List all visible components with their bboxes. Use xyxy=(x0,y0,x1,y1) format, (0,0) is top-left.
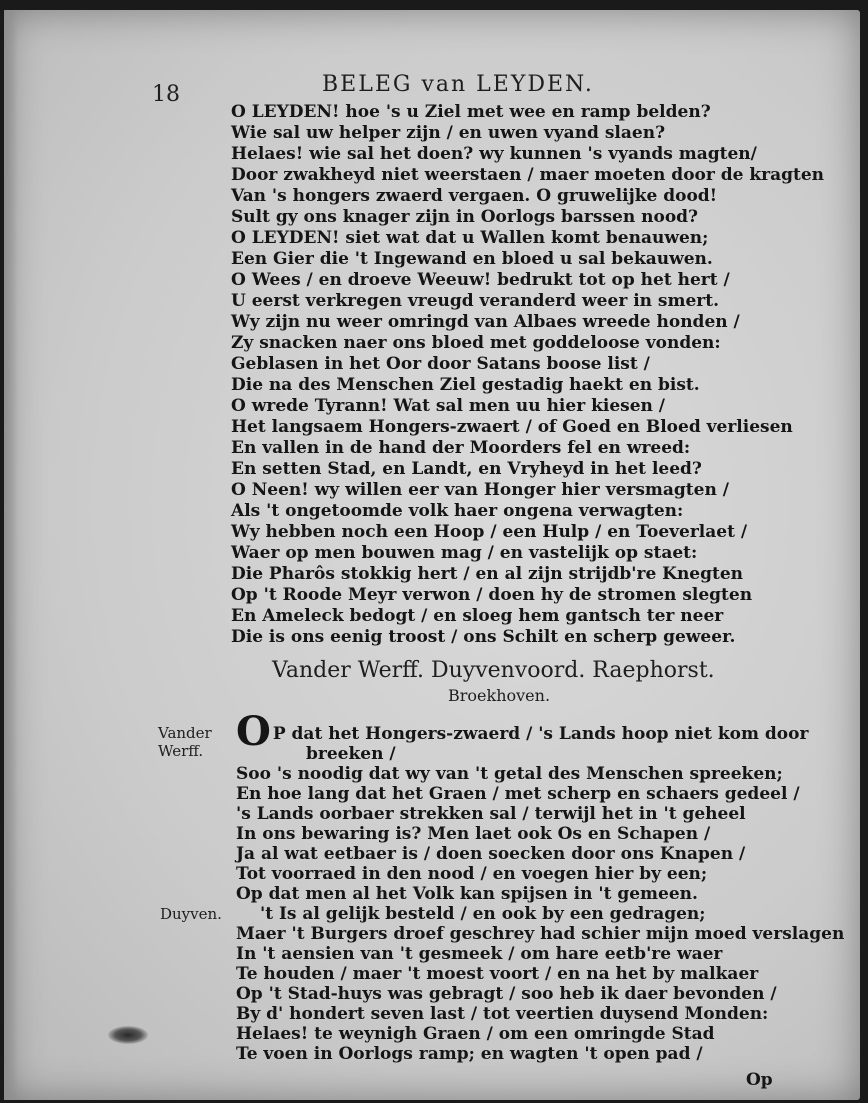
running-title: BELEG van LEYDEN. xyxy=(322,72,594,97)
verse-line: En vallen in de hand der Moorders fel en wreed: xyxy=(231,438,691,458)
speakers-subheading: Broekhoven. xyxy=(448,686,551,705)
dialogue-line: Te voen in Oorlogs ramp; en wagten 't open pad / xyxy=(236,1044,703,1064)
verse-line: Van 's hongers zwaerd vergaen. O gruwelijke dood! xyxy=(231,186,718,206)
dialogue-line: Tot voorraed in den nood / en voegen hier by een; xyxy=(236,864,708,884)
dialogue-line: By d' hondert seven last / tot veertien duysend Monden: xyxy=(236,1004,769,1024)
verse-line: Die is ons eenig troost / ons Schilt en scherp geweer. xyxy=(231,627,736,647)
verse-line: Op 't Roode Meyr verwon / doen hy de stromen slegten xyxy=(231,585,753,605)
dialogue-line: 's Lands oorbaer strekken sal / terwijl het in 't geheel xyxy=(236,804,746,824)
verse-line: Wie sal uw helper zijn / en uwen vyand slaen? xyxy=(231,123,666,143)
dialogue-line: Op dat men al het Volk kan spijsen in 't gemeen. xyxy=(236,884,698,904)
dialogue-line: Maer 't Burgers droef geschrey had schier mijn moed verslagen xyxy=(236,924,845,944)
verse-line: Die na des Menschen Ziel gestadig haekt en bist. xyxy=(231,375,700,395)
verse-line: O Neen! wy willen eer van Honger hier versmagten / xyxy=(231,480,729,500)
verse-line: Sult gy ons knager zijn in Oorlogs barssen nood? xyxy=(231,207,699,227)
dialogue-block xyxy=(236,708,845,1064)
speaker-label-duyven: Duyven. xyxy=(160,905,222,923)
speakers-heading: Vander Werff. Duyvenvoord. Raephorst. xyxy=(272,658,715,683)
verse-line: Wy zijn nu weer omringd van Albaes wreede honden / xyxy=(231,312,740,332)
verse-line: Als 't ongetoomde volk haer ongena verwagten: xyxy=(231,501,684,521)
ink-smudge xyxy=(108,1026,148,1044)
dialogue-line: Ja al wat eetbaer is / doen soecken door ons Knapen / xyxy=(236,844,746,864)
verse-line: Het langsaem Hongers-zwaert / of Goed en Bloed verliesen xyxy=(231,417,793,437)
page-number: 18 xyxy=(152,82,180,107)
verse-block xyxy=(231,102,824,648)
dialogue-line: Te houden / maer 't moest voort / en na het by malkaer xyxy=(236,964,759,984)
catchword: Op xyxy=(746,1070,773,1090)
dialogue-line: Soo 's noodig dat wy van 't getal des Menschen spreeken; xyxy=(236,764,783,784)
drop-cap: O xyxy=(236,708,271,755)
page-fold-shadow xyxy=(4,10,18,1100)
dialogue-line-text: P dat het Hongers-zwaerd / 's Lands hoop niet kom door xyxy=(272,724,809,744)
verse-line: En setten Stad, en Landt, en Vryheyd in het leed? xyxy=(231,459,702,479)
dialogue-line: Helaes! te weynigh Graen / om een omringde Stad xyxy=(236,1024,715,1044)
verse-line: Wy hebben noch een Hoop / een Hulp / en Toeverlaet / xyxy=(231,522,748,542)
verse-line: En Ameleck bedogt / en sloeg hem gantsch ter neer xyxy=(231,606,724,626)
speaker-label-vander-werff: Vander Werff. xyxy=(158,724,212,760)
dialogue-line: In 't aensien van 't gesmeek / om hare eetb're waer xyxy=(236,944,723,964)
verse-line: Een Gier die 't Ingewand en bloed u sal bekauwen. xyxy=(231,249,713,269)
verse-line: O LEYDEN! hoe 's u Ziel met wee en ramp belden? xyxy=(231,102,711,122)
dialogue-line: 't Is al gelijk besteld / en ook by een gedragen; xyxy=(260,904,706,924)
verse-line: Waer op men bouwen mag / en vastelijk op staet: xyxy=(231,543,698,563)
dialogue-line: En hoe lang dat het Graen / met scherp en schaers gedeel / xyxy=(236,784,800,804)
verse-line: Geblasen in het Oor door Satans boose list / xyxy=(231,354,650,374)
verse-line: O wrede Tyrann! Wat sal men uu hier kiesen / xyxy=(231,396,666,416)
verse-line: Helaes! wie sal het doen? wy kunnen 's vyands magten/ xyxy=(231,144,757,164)
verse-line: Door zwakheyd niet weerstaen / maer moeten door de kragten xyxy=(231,165,825,185)
dialogue-line: breeken / xyxy=(306,744,396,764)
verse-line: Die Pharôs stokkig hert / en al zijn strijdb're Knegten xyxy=(231,564,744,584)
dialogue-line: Op 't Stad-huys was gebragt / soo heb ik daer bevonden / xyxy=(236,984,777,1004)
verse-line: O Wees / en droeve Weeuw! bedrukt tot op het hert / xyxy=(231,270,730,290)
dialogue-line: In ons bewaring is? Men laet ook Os en Schapen / xyxy=(236,824,711,844)
verse-line: U eerst verkregen vreugd veranderd weer in smert. xyxy=(231,291,720,311)
verse-line: Zy snacken naer ons bloed met goddeloose vonden: xyxy=(231,333,721,353)
verse-line: O LEYDEN! siet wat dat u Wallen komt benauwen; xyxy=(231,228,709,248)
book-page xyxy=(4,10,860,1100)
